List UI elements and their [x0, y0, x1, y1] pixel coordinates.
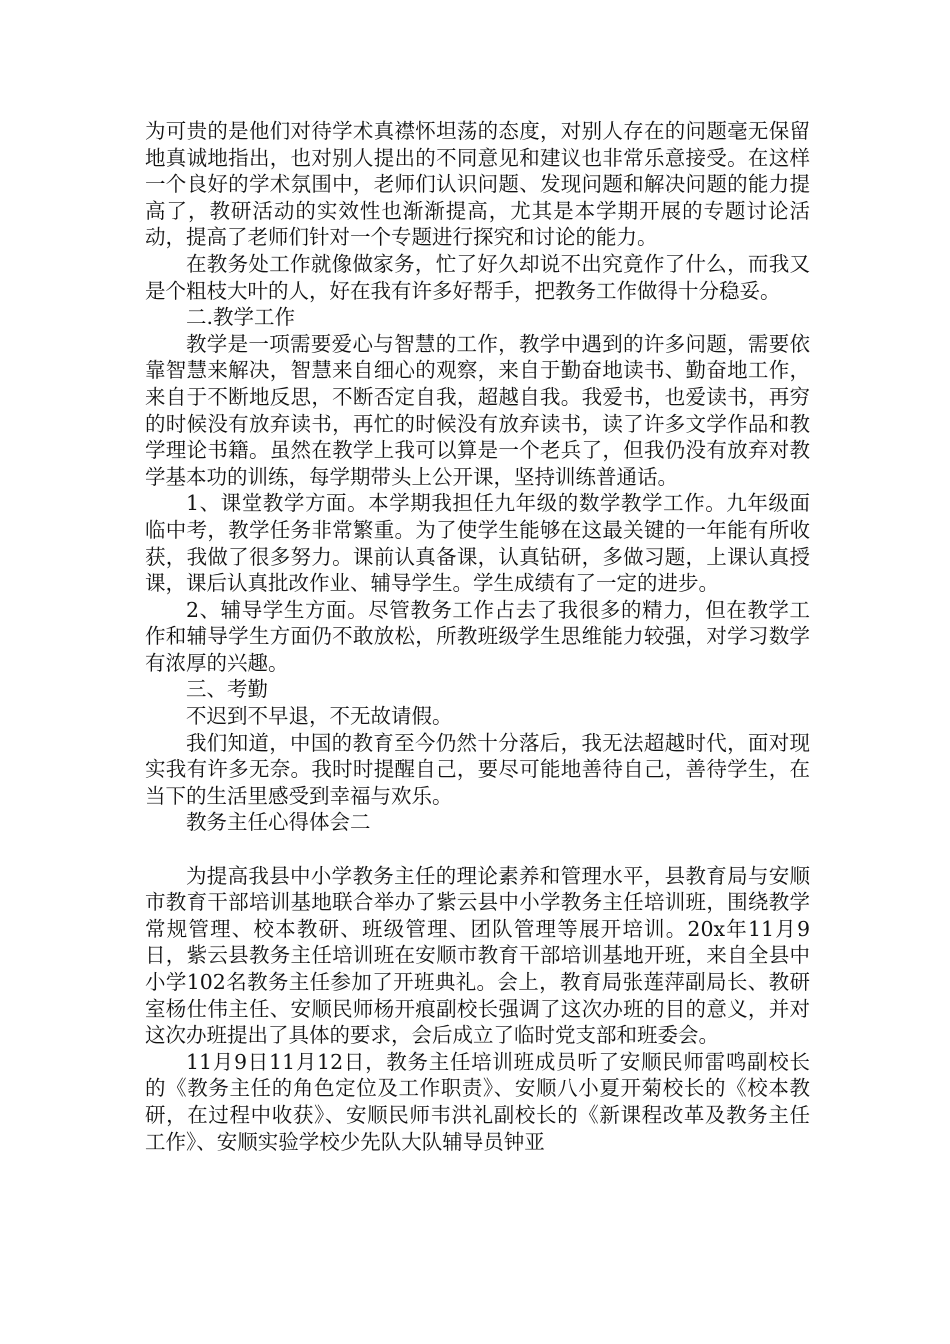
document-title: 教务主任心得体会二: [186, 810, 371, 835]
blank-line: [145, 836, 810, 863]
paragraph: 在教务处工作就像做家务，忙了好久却说不出究竟作了什么，而我又是个粗枝大叶的人，好在我有许多好帮手，把教务工作做得十分稳妥。: [145, 251, 810, 303]
paragraph: 为提高我县中小学教务主任的理论素养和管理水平，县教育局与安顺市教育干部培训基地联合举办了紫云县中小学教务主任培训班，围绕教学常规管理、校本教研、班级管理、团队管理等展开培训。20x年11月9日，紫云县教务主任培训班在安顺市教育干部培训基地开班，来自全县中小学102名教务主任参加了开班典礼。会上，教育局张莲萍副局长、教研室杨仕伟主任、安顺民师杨开痕副校长强调了这次办班的目的意义，并对这次办班提出了具体的要求，会后成立了临时党支部和班委会。: [145, 863, 810, 1048]
paragraph: 教学是一项需要爱心与智慧的工作，教学中遇到的许多问题，需要依靠智慧来解决，智慧来自细心的观察，来自于勤奋地读书、勤奋地工作，来自于不断地反思，不断否定自我，超越自我。我爱书，也爱读书，再穷的时候没有放弃读书，再忙的时候没有放弃读书，读了许多文学作品和教学理论书籍。虽然在教学上我可以算是一个老兵了，但我仍没有放弃对教学基本功的训练，每学期带头上公开课，坚持训练普通话。: [145, 331, 810, 489]
paragraph: 为可贵的是他们对待学术真襟怀坦荡的态度，对别人存在的问题毫无保留地真诚地指出，也对别人提出的不同意见和建议也非常乐意接受。在这样一个良好的学术氛围中，老师们认识问题、发现问题和解决问题的能力提高了，教研活动的实效性也渐渐提高，尤其是本学期开展的专题讨论活动，提高了老师们针对一个专题进行探究和讨论的能力。: [145, 119, 810, 250]
paragraph: 11月9日11月12日，教务主任培训班成员听了安顺民师雷鸣副校长的《教务主任的角色定位及工作职责》、安顺八小夏开菊校长的《校本教研，在过程中收获》、安顺民师韦洪礼副校长的《新课程改革及教务主任工作》、安顺实验学校少先队大队辅导员钟亚: [145, 1049, 810, 1154]
paragraph: 不迟到不早退，不无故请假。: [186, 704, 453, 729]
section-heading: 三、考勤: [186, 677, 268, 702]
paragraph: 我们知道，中国的教育至今仍然十分落后，我无法超越时代，面对现实我有许多无奈。我时时提醒自己，要尽可能地善待自己，善待学生，在当下的生活里感受到幸福与欢乐。: [145, 730, 810, 808]
paragraph: 2、辅导学生方面。尽管教务工作占去了我很多的精力，但在教学工作和辅导学生方面仍不敢放松，所教班级学生思维能力较强，对学习数学有浓厚的兴趣。: [145, 597, 810, 675]
paragraph: 1、课堂教学方面。本学期我担任九年级的数学教学工作。九年级面临中考，教学任务非常繁重。为了使学生能够在这最关键的一年能有所收获，我做了很多努力。课前认真备课，认真钻研，多做习题，上课认真授课，课后认真批改作业、辅导学生。学生成绩有了一定的进步。: [145, 491, 810, 596]
section-heading: 二.教学工作: [186, 305, 296, 330]
document-body: [145, 118, 810, 1155]
